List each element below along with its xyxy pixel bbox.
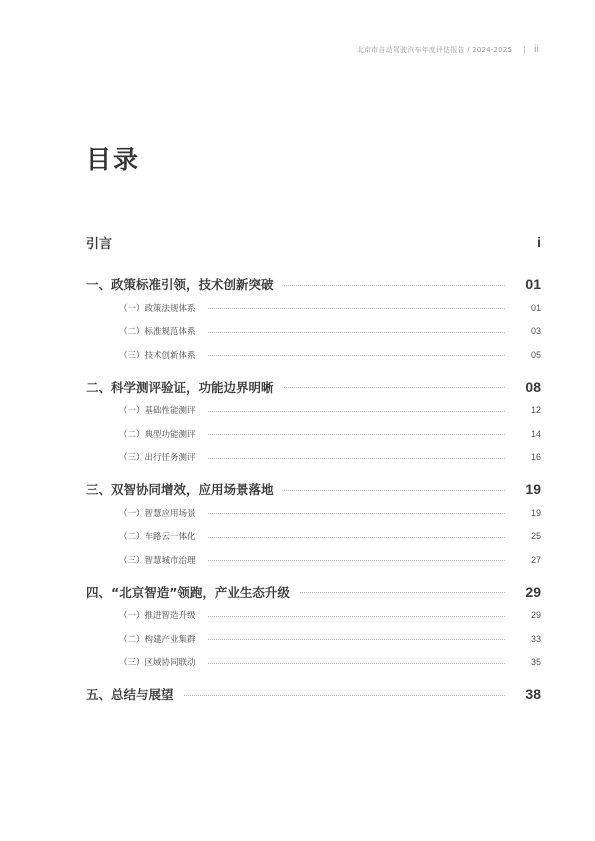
toc-subsection-4-1[interactable] xyxy=(86,604,541,628)
toc-section-label: 四、“北京智造”领跑，产业生态升级 xyxy=(86,584,290,600)
toc-entry-page: i xyxy=(537,234,541,250)
toc-section-page: 08 xyxy=(525,378,541,395)
dot-leader xyxy=(208,537,505,538)
dot-leader xyxy=(184,695,505,696)
toc-section-3[interactable] xyxy=(86,477,541,501)
header-divider xyxy=(524,46,525,54)
toc-subsection-4-2[interactable] xyxy=(86,627,541,651)
toc-subsection-page: 16 xyxy=(530,452,541,463)
dot-leader xyxy=(284,490,505,491)
toc-subsection-label: （三）智慧城市治理 xyxy=(119,555,196,566)
toc-subsection-label: （一）基础性能测评 xyxy=(119,406,196,417)
dot-leader xyxy=(208,458,505,459)
toc-subsection-3-3[interactable] xyxy=(86,548,541,572)
toc-subsection-1-3[interactable] xyxy=(86,343,541,367)
dot-leader xyxy=(300,592,505,593)
dot-leader xyxy=(208,639,505,640)
dot-leader xyxy=(208,411,505,412)
toc-subsection-page: 25 xyxy=(530,531,541,542)
toc-subsection-3-2[interactable] xyxy=(86,525,541,549)
toc-section-page: 01 xyxy=(525,276,541,292)
toc-section-5[interactable] xyxy=(86,682,541,706)
toc-subsection-label: （二）车路云一体化 xyxy=(119,532,196,543)
toc-subsection-label: （三）区域协同联动 xyxy=(119,658,196,669)
dot-leader xyxy=(284,387,505,388)
dot-leader xyxy=(208,513,505,514)
toc-subsection-page: 19 xyxy=(530,507,541,518)
toc-subsection-label: （一）推进智造升级 xyxy=(119,611,196,622)
toc-subsection-2-3[interactable] xyxy=(86,446,541,470)
page-number: ii xyxy=(534,44,539,55)
toc-subsection-page: 33 xyxy=(530,633,541,644)
toc-title: 目录 xyxy=(86,145,141,174)
toc-section-label: 三、双智协同增效，应用场景落地 xyxy=(86,482,274,497)
toc-subsection-3-1[interactable] xyxy=(86,501,541,525)
toc-subsection-2-2[interactable] xyxy=(86,422,541,446)
toc-subsection-label: （二）标准规范体系 xyxy=(119,327,196,338)
toc-section-label: 二、科学测评验证，功能边界明晰 xyxy=(86,379,274,395)
toc-section-label: 五、总结与展望 xyxy=(86,687,174,702)
table-of-contents xyxy=(86,230,541,706)
toc-subsection-page: 03 xyxy=(530,326,541,337)
toc-section-page: 29 xyxy=(525,583,541,600)
toc-subsection-page: 29 xyxy=(530,610,541,621)
toc-subsection-label: （二）构建产业集群 xyxy=(119,634,196,645)
toc-subsection-label: （三）出行任务测评 xyxy=(119,453,196,464)
toc-subsection-label: （二）典型功能测评 xyxy=(119,429,196,440)
toc-subsection-page: 01 xyxy=(530,302,541,313)
toc-subsection-1-1[interactable] xyxy=(86,296,541,320)
toc-subsection-label: （一）政策法规体系 xyxy=(119,303,196,314)
toc-entry-intro[interactable] xyxy=(86,230,541,254)
toc-section-page: 38 xyxy=(525,686,541,702)
toc-subsection-2-1[interactable] xyxy=(86,399,541,423)
dot-leader xyxy=(208,308,505,309)
dot-leader xyxy=(208,332,505,333)
toc-subsection-page: 05 xyxy=(530,349,541,360)
toc-entry-label: 引言 xyxy=(86,236,113,252)
toc-section-4[interactable] xyxy=(86,580,541,604)
dot-leader xyxy=(284,285,505,286)
dot-leader xyxy=(208,616,505,617)
toc-subsection-page: 27 xyxy=(530,554,541,565)
running-header xyxy=(357,44,539,55)
toc-section-1[interactable] xyxy=(86,272,541,296)
dot-leader xyxy=(208,434,505,435)
toc-section-label: 一、政策标准引领，技术创新突破 xyxy=(86,277,274,292)
toc-subsection-label: （一）智慧应用场景 xyxy=(119,508,196,519)
toc-subsection-label: （三）技术创新体系 xyxy=(119,350,196,361)
toc-subsection-page: 35 xyxy=(530,657,541,668)
toc-subsection-page: 14 xyxy=(530,428,541,439)
report-title: 北京市自动驾驶汽车年度评估报告 / 2024-2025 xyxy=(356,45,513,54)
dot-leader xyxy=(208,663,505,664)
toc-subsection-page: 12 xyxy=(530,405,541,416)
dot-leader xyxy=(208,355,505,356)
toc-section-2[interactable] xyxy=(86,375,541,399)
toc-subsection-4-3[interactable] xyxy=(86,651,541,675)
toc-section-page: 19 xyxy=(525,481,541,497)
toc-subsection-1-2[interactable] xyxy=(86,320,541,344)
dot-leader xyxy=(208,560,505,561)
